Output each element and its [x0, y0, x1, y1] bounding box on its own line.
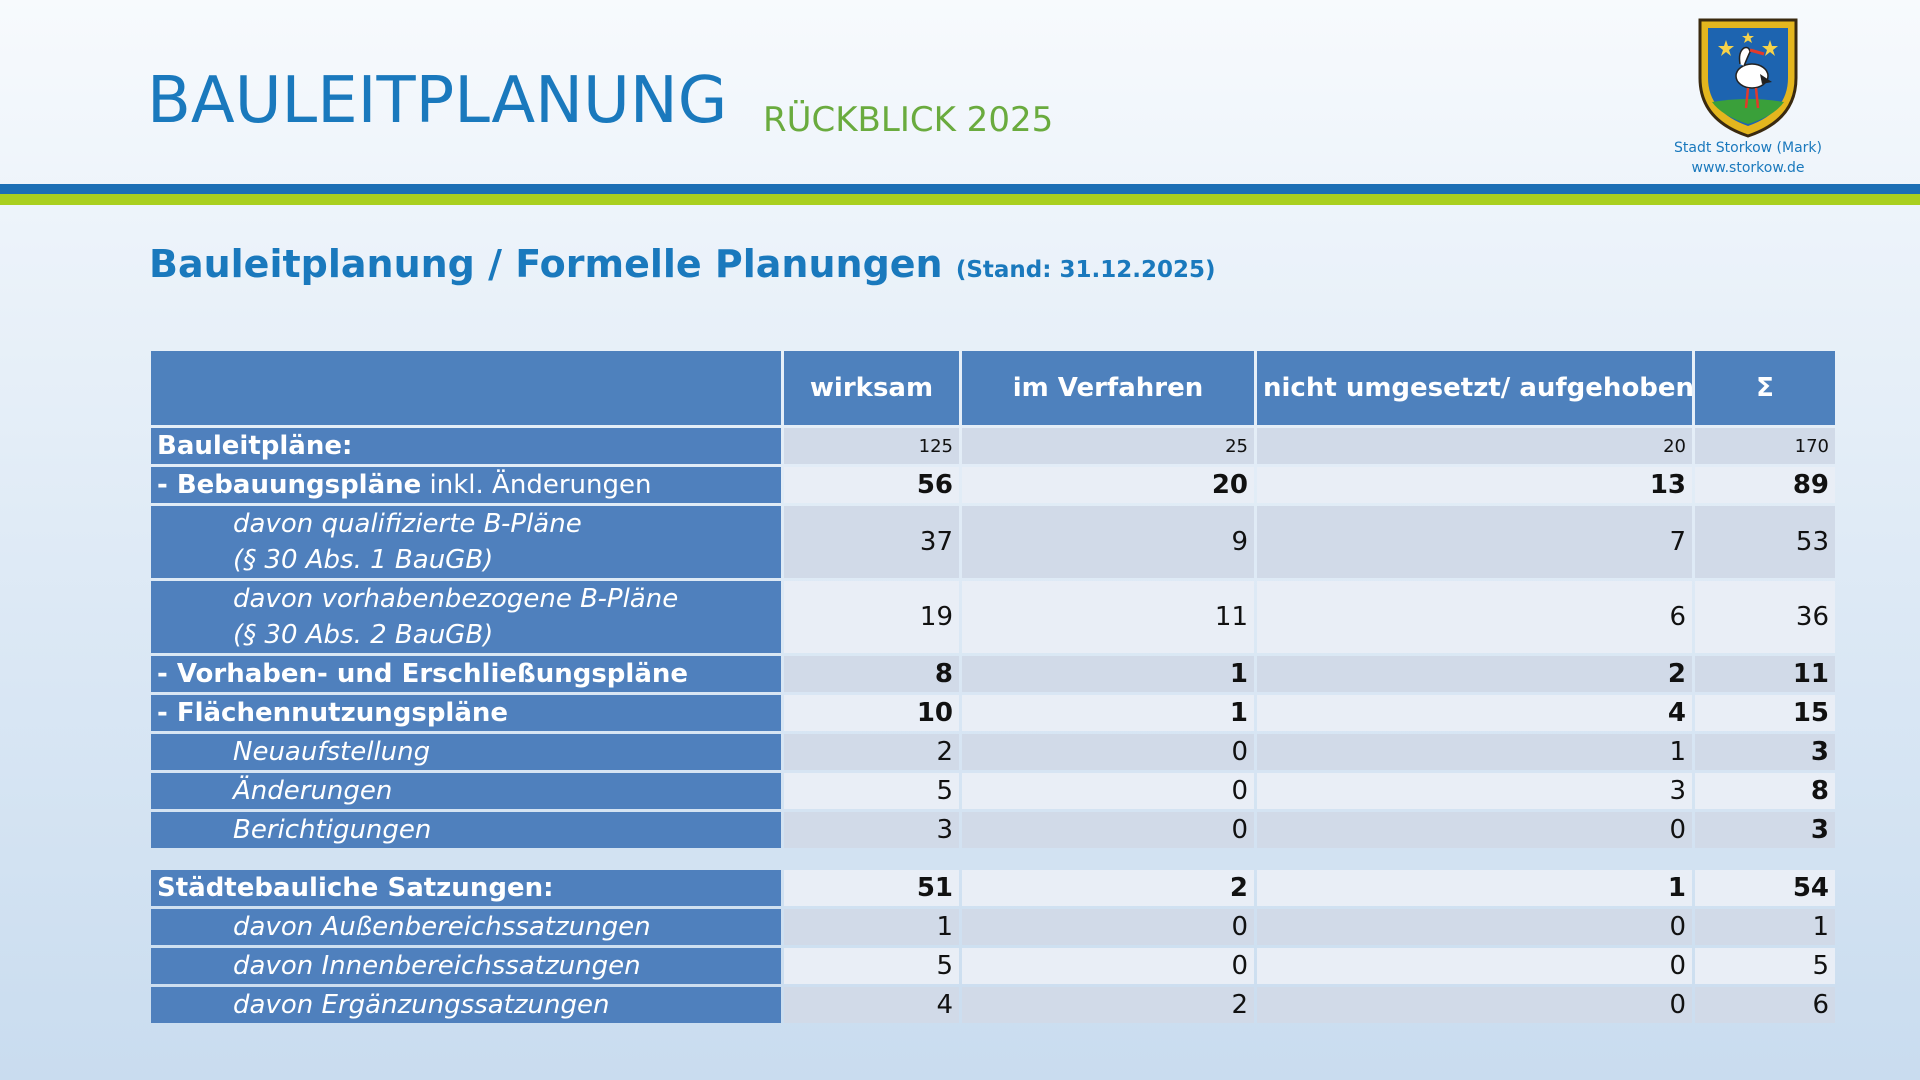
cell-nicht-umgesetzt: 7	[1257, 506, 1692, 578]
row-label: - Flächennutzungspläne	[151, 695, 781, 731]
page-subtitle: RÜCKBLICK 2025	[763, 100, 1054, 140]
logo-website: www.storkow.de	[1691, 160, 1805, 176]
cell-wirksam: 8	[784, 656, 959, 692]
cell-nicht-umgesetzt: 2	[1257, 656, 1692, 692]
row-label: Städtebauliche Satzungen:	[151, 870, 781, 906]
section-title-text: Bauleitplanung / Formelle Planungen	[149, 242, 943, 286]
cell-wirksam: 4	[784, 987, 959, 1023]
cell-im-verfahren: 2	[962, 870, 1254, 906]
page-title: BAULEITPLANUNG	[147, 64, 728, 138]
row-label-suffix: inkl. Änderungen	[421, 470, 652, 500]
cell-wirksam: 5	[784, 948, 959, 984]
cell-im-verfahren: 0	[962, 773, 1254, 809]
table-row	[151, 506, 1835, 578]
table-row	[151, 870, 1835, 906]
table-row	[151, 467, 1835, 503]
cell-im-verfahren: 0	[962, 812, 1254, 848]
table-row	[151, 812, 1835, 848]
cell-nicht-umgesetzt: 1	[1257, 870, 1692, 906]
cell-wirksam: 1	[784, 909, 959, 945]
logo-city-name: Stadt Storkow (Mark)	[1674, 140, 1822, 156]
table-header-row	[151, 351, 1835, 425]
cell-sum: 5	[1695, 948, 1835, 984]
column-header-label	[151, 351, 781, 425]
cell-wirksam: 56	[784, 467, 959, 503]
cell-sum: 170	[1695, 428, 1835, 464]
row-label	[151, 467, 781, 503]
cell-sum: 15	[1695, 695, 1835, 731]
table-row	[151, 581, 1835, 653]
row-label: Änderungen	[151, 773, 781, 809]
cell-wirksam: 37	[784, 506, 959, 578]
cell-nicht-umgesetzt: 0	[1257, 909, 1692, 945]
column-header-im-verfahren: im Verfahren	[962, 351, 1254, 425]
row-label-main: - Bebauungspläne	[157, 470, 422, 500]
row-label: - Vorhaben- und Erschließungspläne	[151, 656, 781, 692]
cell-im-verfahren: 25	[962, 428, 1254, 464]
cell-im-verfahren: 20	[962, 467, 1254, 503]
cell-sum: 11	[1695, 656, 1835, 692]
coat-of-arms-icon	[1694, 16, 1802, 138]
row-label: Berichtigungen	[151, 812, 781, 848]
cell-sum: 36	[1695, 581, 1835, 653]
column-header-nicht-umgesetzt: nicht umgesetzt/ aufgehoben	[1257, 351, 1692, 425]
table-row	[151, 987, 1835, 1023]
table-spacer	[151, 851, 1835, 867]
cell-sum: 54	[1695, 870, 1835, 906]
cell-im-verfahren: 1	[962, 656, 1254, 692]
cell-nicht-umgesetzt: 0	[1257, 812, 1692, 848]
row-label-line1: davon vorhabenbezogene B-Pläne	[233, 584, 679, 614]
cell-sum: 8	[1695, 773, 1835, 809]
table-row	[151, 948, 1835, 984]
table-row	[151, 656, 1835, 692]
cell-sum: 53	[1695, 506, 1835, 578]
cell-wirksam: 5	[784, 773, 959, 809]
planning-table	[148, 348, 1838, 1026]
cell-im-verfahren: 0	[962, 734, 1254, 770]
section-title	[149, 242, 1216, 286]
table-row	[151, 428, 1835, 464]
cell-nicht-umgesetzt: 3	[1257, 773, 1692, 809]
cell-sum: 6	[1695, 987, 1835, 1023]
cell-im-verfahren: 0	[962, 948, 1254, 984]
cell-sum: 1	[1695, 909, 1835, 945]
cell-wirksam: 10	[784, 695, 959, 731]
row-label-line2: (§ 30 Abs. 1 BauGB)	[233, 545, 494, 575]
column-header-sum: Σ	[1695, 351, 1835, 425]
cell-nicht-umgesetzt: 1	[1257, 734, 1692, 770]
row-label-line1: davon qualifizierte B-Pläne	[233, 509, 582, 539]
cell-wirksam: 3	[784, 812, 959, 848]
cell-nicht-umgesetzt: 20	[1257, 428, 1692, 464]
row-label-line2: (§ 30 Abs. 2 BauGB)	[233, 620, 494, 650]
cell-nicht-umgesetzt: 6	[1257, 581, 1692, 653]
cell-wirksam: 125	[784, 428, 959, 464]
cell-im-verfahren: 11	[962, 581, 1254, 653]
table-row	[151, 909, 1835, 945]
cell-sum: 3	[1695, 734, 1835, 770]
cell-nicht-umgesetzt: 0	[1257, 948, 1692, 984]
header-stripe-blue	[0, 184, 1920, 194]
row-label: davon Innenbereichssatzungen	[151, 948, 781, 984]
cell-im-verfahren: 2	[962, 987, 1254, 1023]
cell-nicht-umgesetzt: 13	[1257, 467, 1692, 503]
row-label	[151, 506, 781, 578]
row-label: Neuaufstellung	[151, 734, 781, 770]
cell-wirksam: 19	[784, 581, 959, 653]
page-header	[0, 0, 1920, 183]
cell-im-verfahren: 9	[962, 506, 1254, 578]
header-stripe-green	[0, 194, 1920, 205]
table-row	[151, 734, 1835, 770]
section-date: (Stand: 31.12.2025)	[955, 257, 1216, 283]
row-label: davon Außenbereichssatzungen	[151, 909, 781, 945]
cell-nicht-umgesetzt: 4	[1257, 695, 1692, 731]
column-header-wirksam: wirksam	[784, 351, 959, 425]
cell-sum: 89	[1695, 467, 1835, 503]
row-label: Bauleitpläne:	[151, 428, 781, 464]
table-spacer-row	[151, 851, 1835, 867]
cell-im-verfahren: 0	[962, 909, 1254, 945]
cell-nicht-umgesetzt: 0	[1257, 987, 1692, 1023]
cell-wirksam: 2	[784, 734, 959, 770]
table-row	[151, 695, 1835, 731]
cell-wirksam: 51	[784, 870, 959, 906]
cell-im-verfahren: 1	[962, 695, 1254, 731]
row-label	[151, 581, 781, 653]
table-row	[151, 773, 1835, 809]
row-label: davon Ergänzungssatzungen	[151, 987, 781, 1023]
logo-caption	[1648, 138, 1848, 178]
cell-sum: 3	[1695, 812, 1835, 848]
